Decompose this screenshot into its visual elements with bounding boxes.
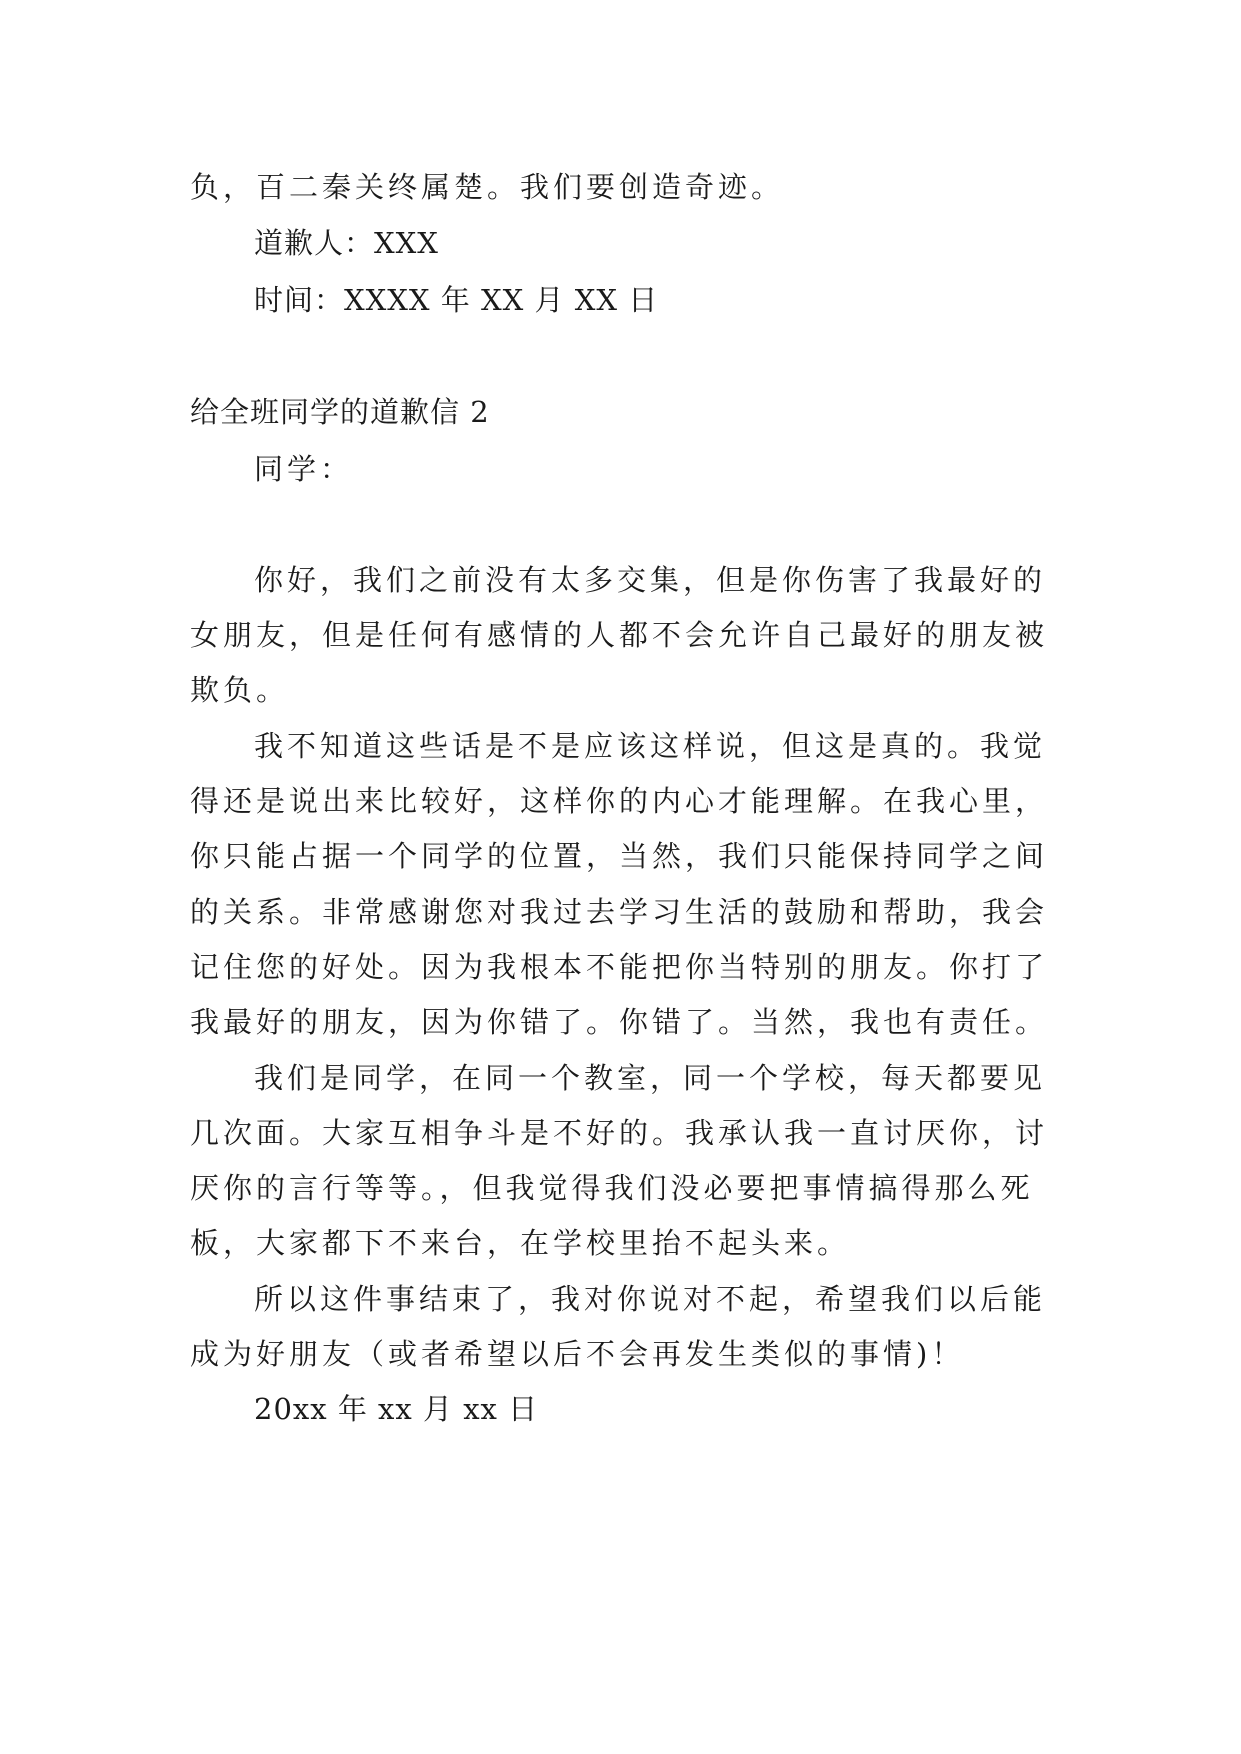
letter1-signature: 道歉人：XXX <box>254 226 439 260</box>
paragraph-line: 我最好的朋友，因为你错了。你错了。当然，我也有责任。 <box>190 1005 1049 1039</box>
letter2-date: 20xx 年 xx 月 xx 日 <box>254 1392 539 1426</box>
paragraph-line: 厌你的言行等等。，但我觉得我们没必要把事情搞得那么死 <box>190 1171 1034 1205</box>
letter1-closing-line: 负，百二秦关终属楚。我们要创造奇迹。 <box>190 170 785 204</box>
paragraph-line: 的关系。非常感谢您对我过去学习生活的鼓励和帮助，我会 <box>190 895 1049 929</box>
paragraph-line: 记住您的好处。因为我根本不能把你当特别的朋友。你打了 <box>190 950 1049 984</box>
paragraph-line: 欺负。 <box>190 673 290 707</box>
paragraph-line: 所以这件事结束了，我对你说对不起，希望我们以后能 <box>254 1282 1047 1316</box>
letter2-title: 给全班同学的道歉信 2 <box>190 395 490 429</box>
paragraph-line: 成为好朋友（或者希望以后不会再发生类似的事情)！ <box>190 1337 965 1371</box>
paragraph-line: 你只能占据一个同学的位置，当然，我们只能保持同学之间 <box>190 839 1049 873</box>
paragraph-line: 得还是说出来比较好，这样你的内心才能理解。在我心里， <box>190 784 1049 818</box>
paragraph-line: 几次面。大家互相争斗是不好的。我承认我一直讨厌你，讨 <box>190 1116 1049 1150</box>
paragraph-line: 你好，我们之前没有太多交集，但是你伤害了我最好的 <box>254 563 1047 597</box>
paragraph-line: 我不知道这些话是不是应该这样说，但这是真的。我觉 <box>254 729 1047 763</box>
paragraph-line: 我们是同学，在同一个教室，同一个学校，每天都要见 <box>254 1061 1047 1095</box>
paragraph-line: 女朋友，但是任何有感情的人都不会允许自己最好的朋友被 <box>190 618 1049 652</box>
paragraph-line: 板，大家都下不来台，在学校里抬不起头来。 <box>190 1226 851 1260</box>
letter1-date: 时间：XXXX 年 XX 月 XX 日 <box>254 283 659 317</box>
letter2-salutation: 同学： <box>254 452 354 486</box>
